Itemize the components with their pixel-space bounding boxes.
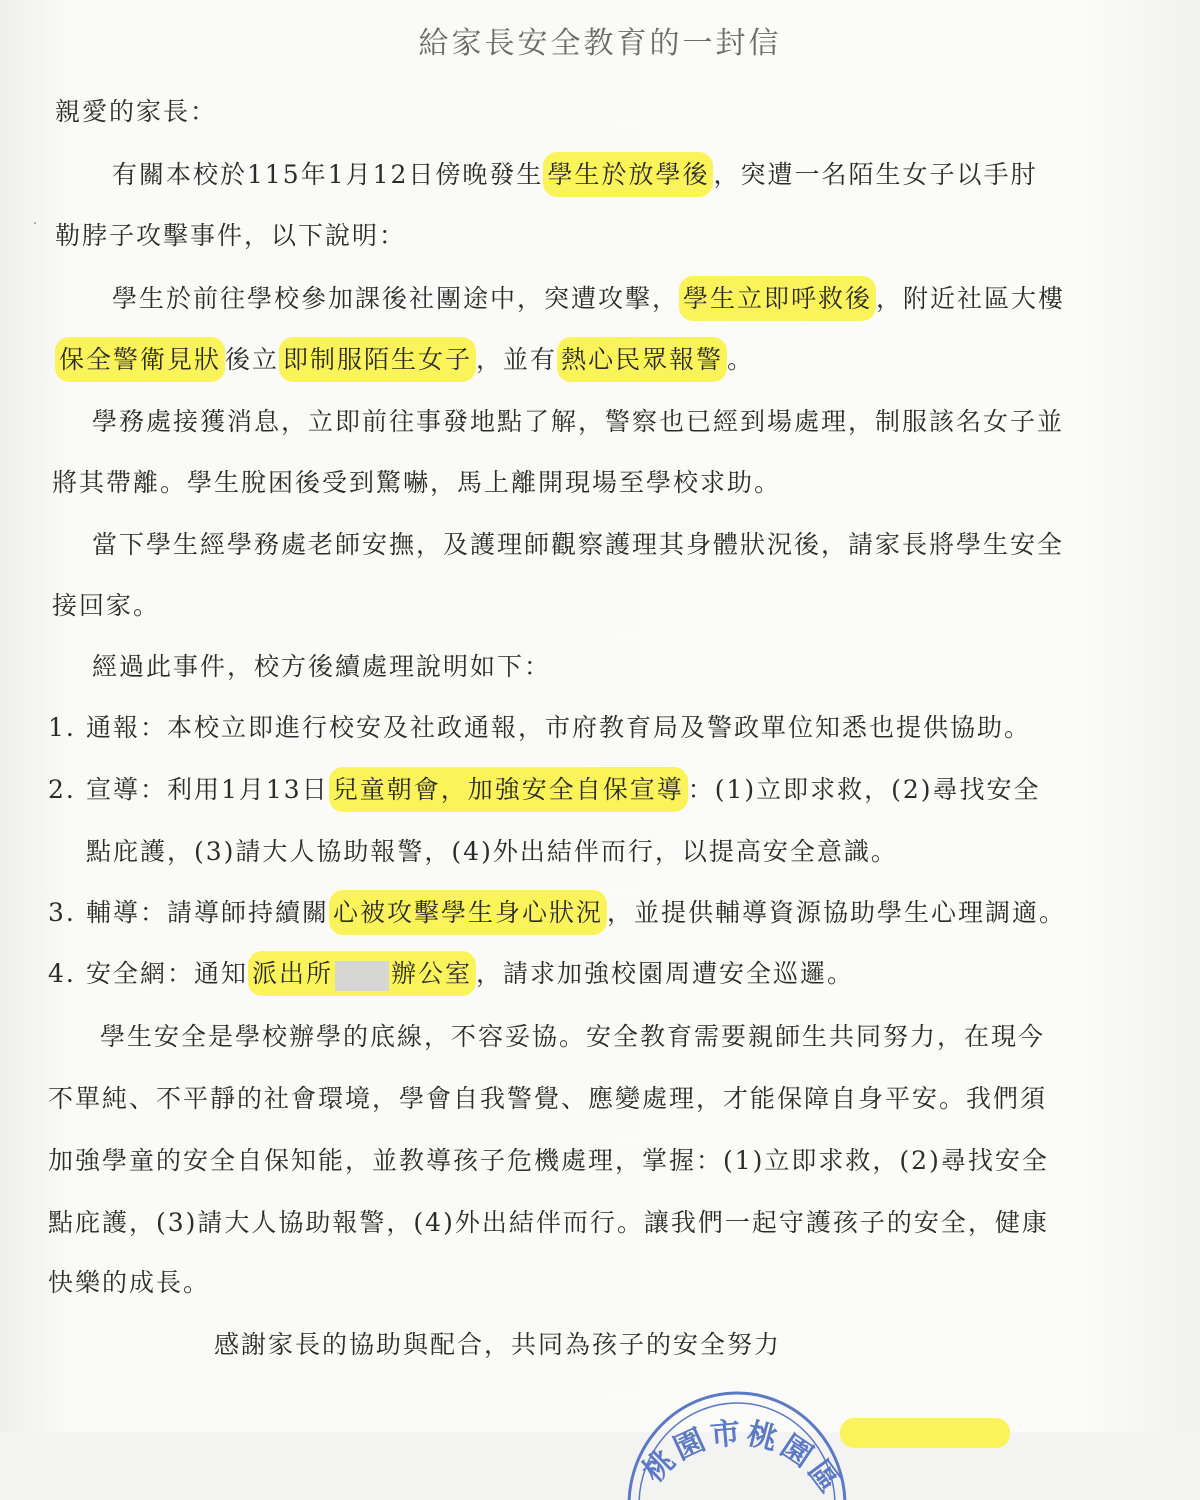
paragraph-6-line-3: 加強學童的安全自保知能，並教導孩子危機處理，掌握：(1)立即求救，(2)尋找安全 <box>48 1146 1049 1175</box>
highlight: 心被攻擊學生身心狀況 <box>329 890 607 935</box>
list-item-text: 通報：本校立即進行校安及社政通報，市府教育局及警政單位知悉也提供協助。 <box>86 713 1032 742</box>
text-span: 安全網：通知 <box>86 959 249 988</box>
paragraph-1-line-1 <box>112 158 1037 192</box>
text-span: ，並提供輔導資源協助學生心理調適。 <box>607 898 1067 927</box>
paragraph-2-line-1 <box>112 282 1065 316</box>
text-span: 。 <box>727 345 755 374</box>
highlight: 兒童朝會，加強安全自保宣導 <box>329 767 688 812</box>
paragraph-6-line-2: 不單純、不平靜的社會環境，學會自我警覺、應變處理，才能保障自身平安。我們須 <box>48 1084 1048 1113</box>
list-item <box>48 773 1041 807</box>
list-item-number: 1. <box>48 713 76 742</box>
paragraph-3-line-2: 將其帶離。學生脫困後受到驚嚇，馬上離開現場至學校求助。 <box>52 468 782 497</box>
closing-line: 感謝家長的協助與配合，共同為孩子的安全努力 <box>214 1330 782 1359</box>
list-item <box>48 711 1031 745</box>
highlight-mark <box>840 1418 1010 1448</box>
text-span: ，並有 <box>476 345 558 374</box>
text-span: ，請求加強校園周遭安全巡邏。 <box>476 959 855 988</box>
list-item <box>48 896 1066 930</box>
paragraph-4-line-1: 當下學生經學務處老師安撫，及護理師觀察護理其身體狀況後，請家長將學生安全 <box>92 530 1065 559</box>
text-span: 後立 <box>225 345 280 374</box>
highlight: 即制服陌生女子 <box>279 337 476 382</box>
list-item-continuation: 點庇護，(3)請大人協助報警，(4)外出結伴而行，以提高安全意識。 <box>86 837 898 866</box>
text-span: 學生於前往學校參加課後社團途中，突遭攻擊， <box>112 284 680 313</box>
paragraph-4-line-2: 接回家。 <box>52 591 161 620</box>
text-span: 有關本校於115年1月12日傍晚發生 <box>112 160 544 189</box>
highlight: 保全警衛見狀 <box>55 337 225 382</box>
paragraph-6-line-4: 點庇護，(3)請大人協助報警，(4)外出結伴而行。讓我們一起守護孩子的安全，健康 <box>48 1208 1049 1237</box>
paragraph-3-line-1: 學務處接獲消息，立即前往事發地點了解，警察也已經到場處理，制服該名女子並 <box>92 407 1065 436</box>
text-span: ：(1)立即求救，(2)尋找安全 <box>687 775 1041 804</box>
text-span: 輔導：請導師持續關 <box>86 898 330 927</box>
paragraph-2-line-2 <box>55 343 754 377</box>
text-span: 辦公室 <box>391 959 473 988</box>
scan-speck <box>34 222 36 224</box>
paragraph-1-line-2: 勒脖子攻擊事件，以下說明： <box>55 221 407 250</box>
paragraph-5: 經過此事件，校方後續處理說明如下： <box>92 652 552 681</box>
paragraph-6-line-5: 快樂的成長。 <box>48 1268 211 1297</box>
list-item-number: 3. <box>48 898 76 927</box>
salutation: 親愛的家長： <box>55 97 218 126</box>
text-span: ，附近社區大樓 <box>876 284 1066 313</box>
highlight: 學生立即呼救後 <box>679 276 876 321</box>
highlight <box>248 951 476 996</box>
highlight: 學生於放學後 <box>543 152 713 197</box>
text-span: 派出所 <box>252 959 334 988</box>
seal-text: 桃園市桃園區 <box>636 1415 850 1500</box>
text-span: 宣導：利用1月13日 <box>86 775 329 804</box>
letter-title: 給家長安全教育的一封信 <box>418 26 782 61</box>
redaction-block <box>335 961 389 991</box>
text-span: ，突遭一名陌生女子以手肘 <box>713 160 1038 189</box>
paragraph-6-line-1: 學生安全是學校辦學的底線，不容妥協。安全教育需要親師生共同努力，在現今 <box>100 1022 1046 1051</box>
list-item-number: 4. <box>48 959 76 988</box>
official-seal <box>612 1380 862 1500</box>
list-item-number: 2. <box>48 775 76 804</box>
highlight: 熱心民眾報警 <box>557 337 727 382</box>
list-item <box>48 957 854 991</box>
